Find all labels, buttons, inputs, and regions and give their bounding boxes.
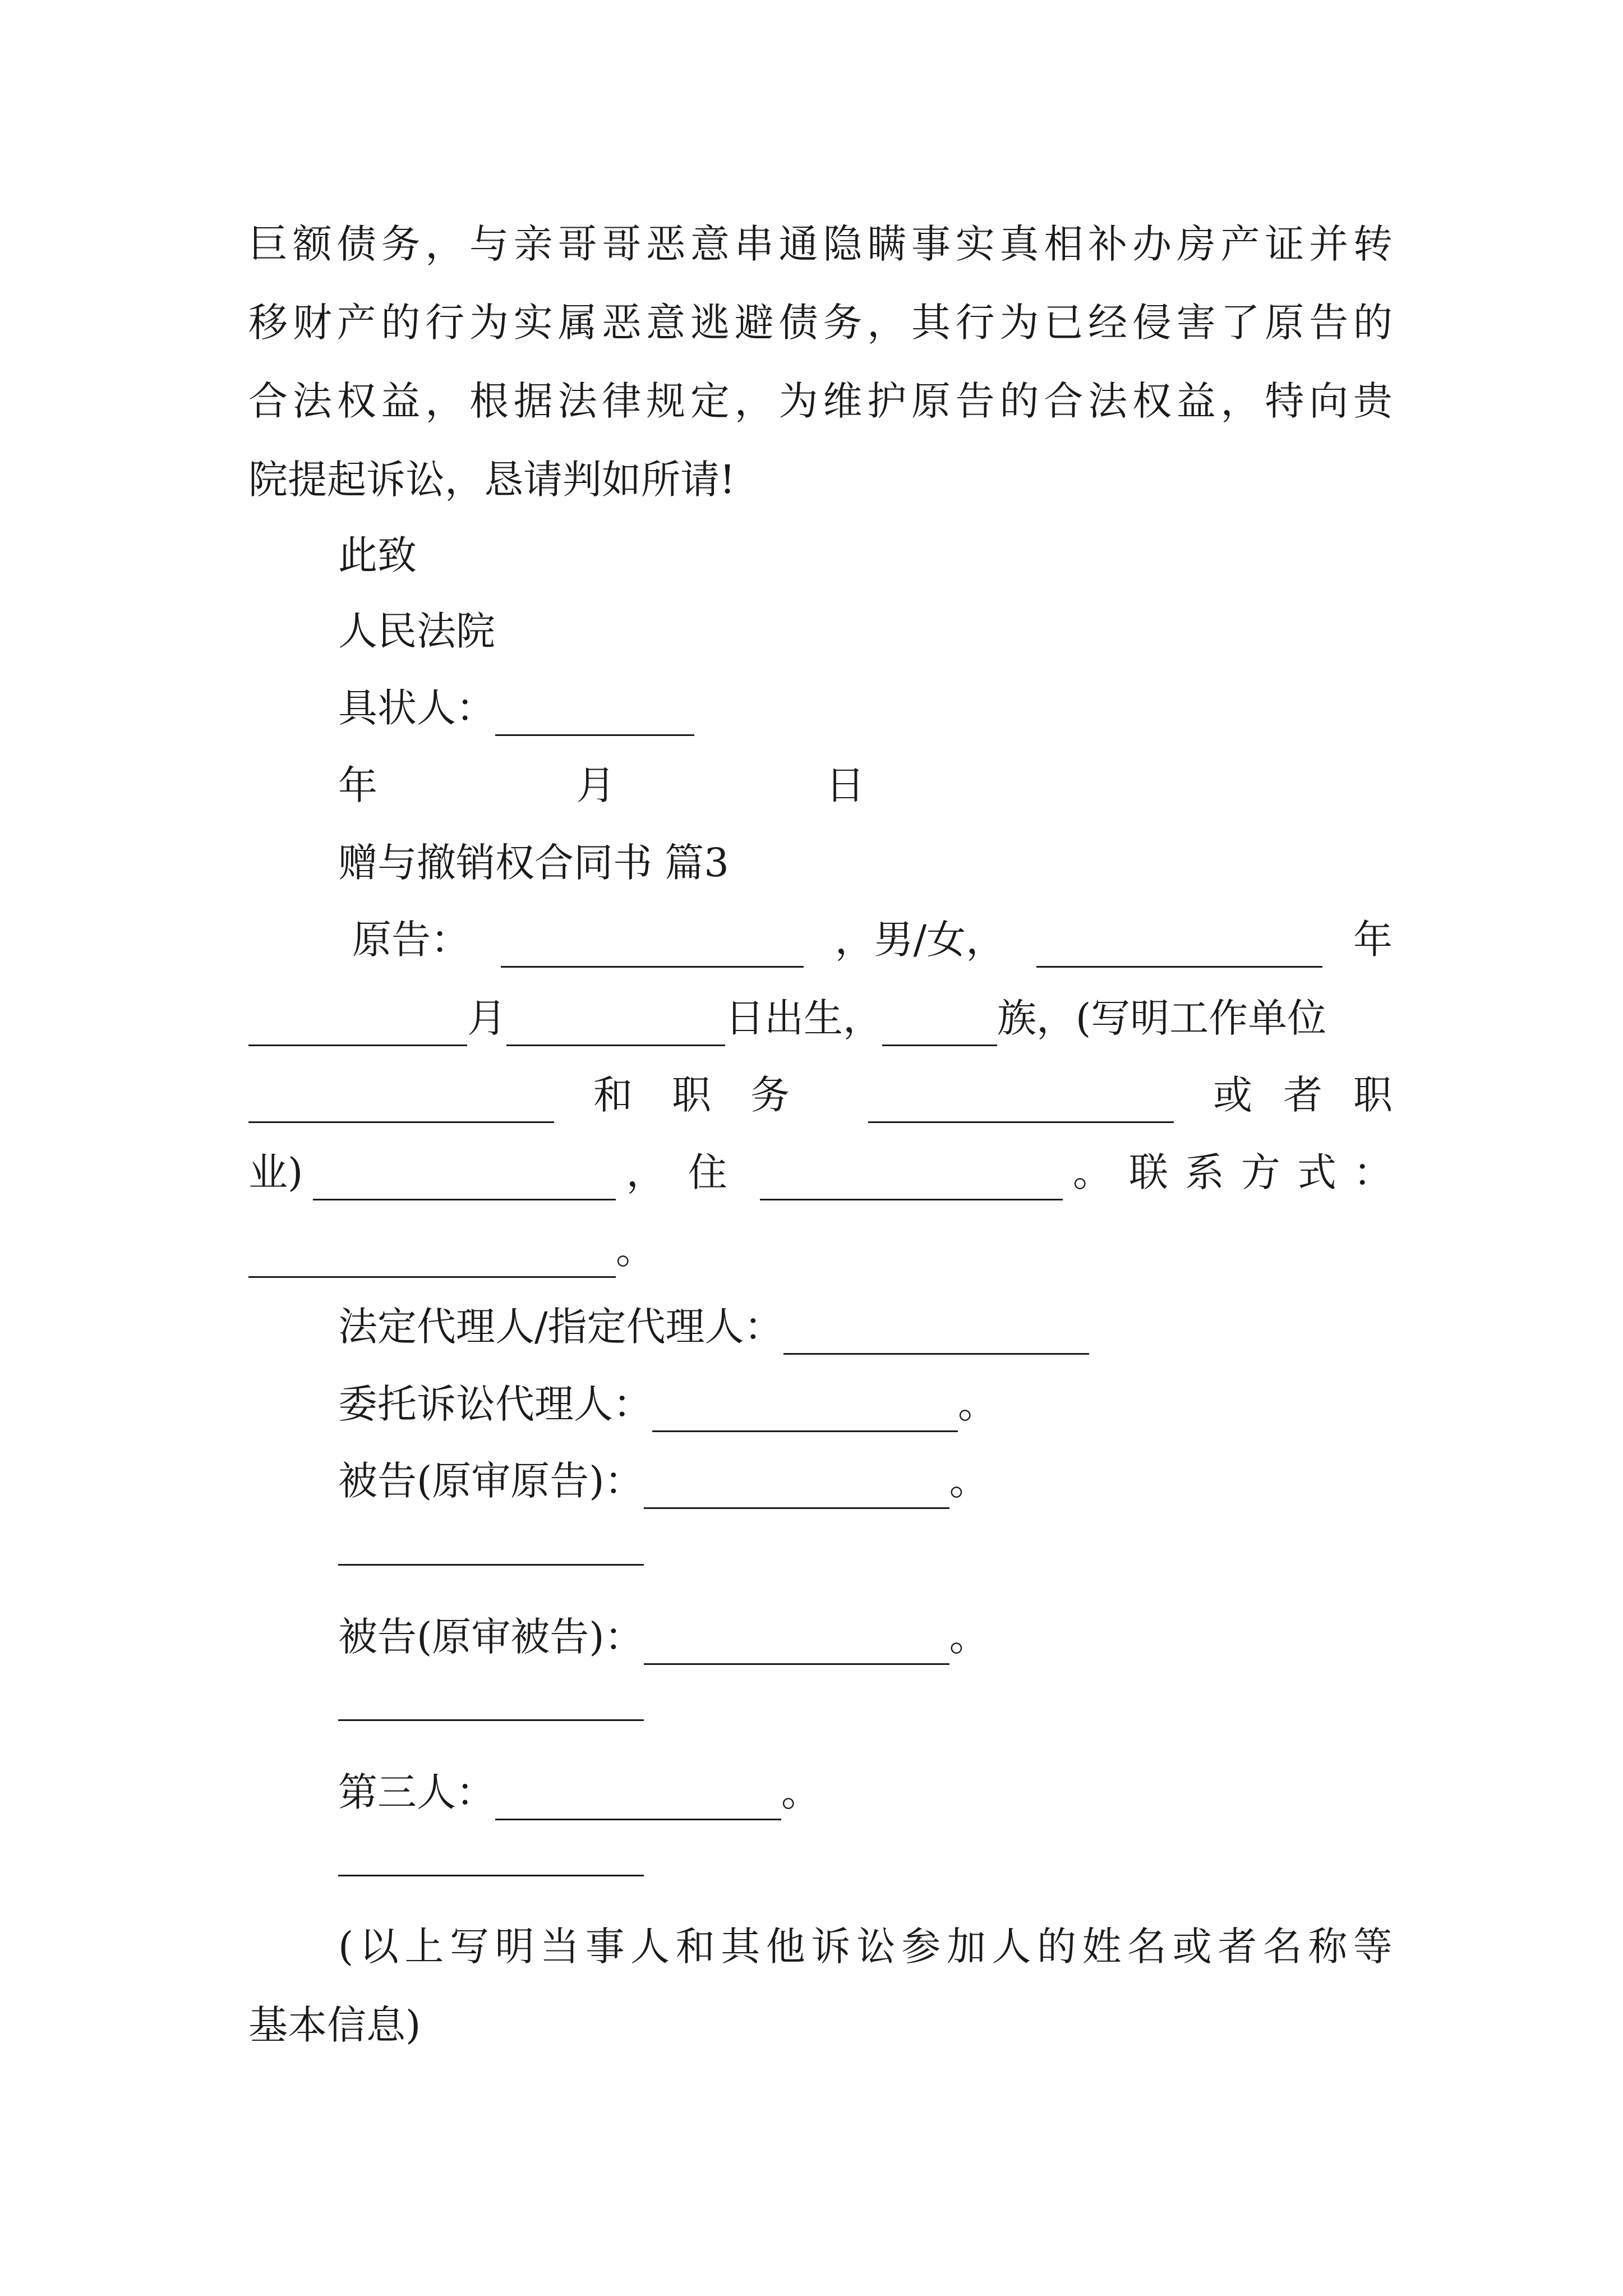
legal-agent-line [338,1299,1393,1355]
contact-period: 。 [616,1227,655,1273]
year-text: 年 [1353,917,1393,963]
extra-blank[interactable] [338,1564,644,1566]
work-unit-blank[interactable] [248,1084,554,1123]
paragraph-line: 巨 额 债 务 ， 与 亲 哥 哥 恶 意 串 通 隐 瞒 事 实 真 相 补 办 房 产 证 并 转 [248,221,1393,267]
salutation: 此致 [338,532,417,578]
defendant-plaintiff-line [338,1453,1393,1509]
contact-blank[interactable] [248,1239,616,1278]
occupation-text: 或者职 [1213,1072,1423,1118]
date-day: 日 [826,762,865,808]
birth-year-blank[interactable] [1036,929,1322,968]
legal-agent-blank[interactable] [783,1316,1089,1355]
court-name: 人民法院 [338,608,495,654]
plaintiff-label: 原告： [352,917,470,963]
defendant-plaintiff-label: 被告(原审原告)： [338,1458,644,1504]
legal-agent-label: 法定代理人/指定代理人： [338,1304,783,1350]
third-party-period: 。 [781,1769,820,1815]
birth-day-blank[interactable] [506,1007,725,1046]
defendant-defendant-line [338,1609,1393,1665]
occupation-blank[interactable] [313,1162,616,1200]
extra-blank[interactable] [338,1875,644,1876]
paragraph-line: 合 法 权 益 ， 根 据 法 律 规 定 ， 为 维 护 原 告 的 合 法 权 益 ， 特 向 贵 [248,378,1393,424]
section-title: 赠与撤销权合同书 篇3 [338,840,729,886]
ethnicity-blank[interactable] [882,1007,997,1046]
residence-line [248,1144,1409,1200]
defendant-plaintiff-period: 。 [949,1458,989,1504]
gender-text: ，男/女， [834,917,1006,963]
duty-text: 和职务 [593,1072,829,1118]
defendant-defendant-blank[interactable] [644,1626,949,1665]
third-party-label: 第三人： [338,1769,495,1815]
signer-blank[interactable] [495,697,694,736]
entrusted-agent-line [338,1376,1393,1432]
residence-text: ，住 [626,1149,750,1195]
work-line [248,1067,1423,1123]
signer-line [338,680,1393,736]
note-line: 基本信息) [248,2002,421,2048]
defendant-defendant-period: 。 [949,1614,989,1660]
signer-label: 具状人： [338,685,495,731]
note-line: ( 以 上 写 明 当 事 人 和 其 他 诉 讼 参 加 人 的 姓 名 或 者 名 称 等 [338,1924,1393,1970]
defendant-defendant-label: 被告(原审被告)： [338,1614,644,1660]
entrusted-agent-period: 。 [958,1381,997,1427]
date-month: 月 [576,762,616,808]
date-year: 年 [338,762,377,808]
paragraph-line: 院提起诉讼，恳请判如所请! [248,457,736,503]
residence-blank[interactable] [760,1162,1063,1200]
plaintiff-line [352,912,1393,968]
entrusted-agent-label: 委托诉讼代理人： [338,1381,652,1427]
duty-blank[interactable] [868,1084,1174,1123]
third-party-blank[interactable] [495,1782,781,1820]
day-birth-text: 日出生， [725,995,882,1041]
date-line [338,757,1393,813]
contact-line [248,1222,1393,1278]
paragraph-line: 移 财 产 的 行 为 实 属 恶 意 逃 避 债 务 ， 其 行 为 已 经 侵 害 了 原 告 的 [248,300,1393,346]
ethnicity-text: 族，(写明工作单位 [997,995,1327,1041]
birth-month-blank[interactable] [248,1007,467,1046]
entrusted-agent-blank[interactable] [652,1393,958,1432]
plaintiff-name-blank[interactable] [501,929,804,968]
birth-line [248,990,1393,1046]
month-text: 月 [467,995,506,1041]
occupation-end-text: 业) [248,1149,303,1195]
contact-text: 。联系方式： [1073,1149,1409,1195]
defendant-plaintiff-blank[interactable] [644,1470,949,1509]
third-party-line [338,1764,1393,1820]
extra-blank[interactable] [338,1719,644,1721]
